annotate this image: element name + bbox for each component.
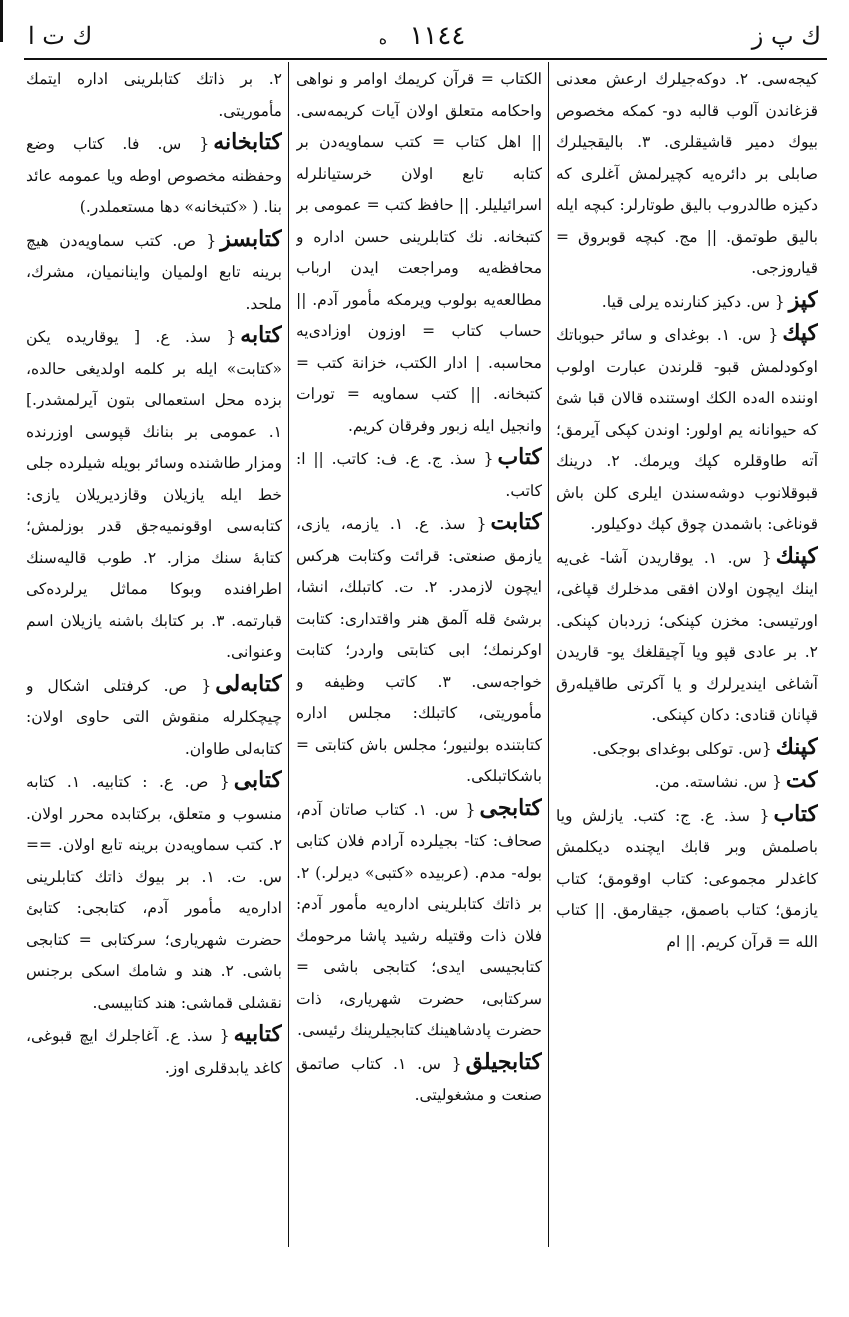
- entry-headword: كتاب: [773, 800, 818, 827]
- entry-definition: { س. فا. كتاب وضع وحفظنه مخصوص اوطه ويا عمومه عائد بنا. ( «كتبخانه» دها مستعملدر.): [26, 135, 282, 216]
- entry-headword: كت: [785, 767, 818, 793]
- dictionary-entry: [26, 320, 282, 669]
- entry-definition: { سذ. ع. [ يوقاريده يكن «كتابت» ايله بر كلمه اولديغى حالده، بزده محل استعمالى بتون آيرلمشدر.] ١. عمومى بر بنانك قپوسى اوزرنده ومزار طاشنده وسائر بويله شيلرده جلى خط ايله يازيلان وقازديريلان يازى: كتابه‌سى اوقونميه‌جق قدر بوزلمش؛ كتابهٔ سنك مزار. ٢. طوب قاليه‌سنك اطرافنده وبوكا مماثل يرلرده‌كى قبارتمه. ٣. بر كتابك باشنه يازيلان اسم وعنوانى.: [26, 328, 282, 661]
- dictionary-entry: [296, 507, 542, 793]
- column-left: [26, 64, 282, 1254]
- entry-headword: كتابه‌لى: [215, 670, 282, 697]
- edge-mark: [0, 0, 3, 42]
- page-number-mark: ه: [378, 29, 388, 48]
- entry-headword: كتابسز: [220, 225, 282, 252]
- dictionary-entry: [26, 1019, 282, 1084]
- entry-definition: كيجه‌سى. ٢. دوكه‌جيلرك ارعش معدنى قزغاندن آلوب قالبه دو- كمكه مخصوص بيوك دمير قاشيقلرى. ٣. باليقجيلرك صابلى بر دائره‌يه كچيرلمش آغلرى كه دكيزه طالدروب باليق طوتارلر: كبچه ايله باليق طوتمق. || مج. كبچه قوبروق = قياروزجى.: [556, 70, 818, 277]
- entry-definition: { س. دكيز كنارنده يرلى قيا.: [601, 292, 785, 311]
- entry-definition: { س. ١. كتاب صاتمق صنعت و مشغوليتى.: [296, 1054, 542, 1104]
- entry-definition: { سذ. ع. ١. يازمه، يازى، يازمق صنعتى: قرائت وكتابت هركس ايچون لازمدر. ٢. ت. كاتبلك، انشا، برشئ قله آلمق هنر واقتدارى: كتابت اوكرنمك؛ ابى كتابتى واردر؛ كتابت خواجه‌سى. ٣. كاتب وظيفه و مأموريتى، كاتبلك: مجلس اداره كتابتنده بولنيور؛ مجلس باش كتابتى = باشكاتبلكى.: [296, 515, 542, 785]
- entry-headword: كپز: [788, 286, 818, 313]
- entry-headword: كتابى: [233, 767, 282, 793]
- dictionary-entry: [296, 442, 542, 507]
- entry-headword: كپك: [782, 320, 818, 346]
- entry-headword: كتابيه: [233, 1021, 282, 1047]
- entry-headword: كپنك: [775, 542, 818, 569]
- entry-headword: كتابت: [490, 509, 542, 535]
- dictionary-entry: [26, 669, 282, 766]
- header-left-letters: ك ت ا: [28, 22, 93, 50]
- entry-definition: { س. ١. بوغداى و سائر حبوباتك اوكودلمش قبو- قلرندن عبارت اولوب اوننده اله‌ده الكك اوستنده قالان قبا شئ كه حيوانانه يم اولور: اوندن كپكى آيرمق؛ آته طاوقلره كپك ويرمك. ٢. درينك قبوقلانوب دوشه‌سندن ايلرى كلن باش قوناغى: باشمدن چوق كپك دوكيلور.: [556, 326, 818, 533]
- column-divider-right: [548, 62, 549, 1247]
- column-right: [556, 64, 818, 1254]
- dictionary-entry: [556, 765, 818, 799]
- dictionary-entry: [296, 793, 542, 1047]
- page-number: [379, 21, 466, 51]
- dictionary-entry: [26, 224, 282, 321]
- entry-headword: كپنك: [775, 733, 818, 760]
- column-middle: [296, 64, 542, 1254]
- entry-definition: {س. توكلى بوغداى بوجكى.: [592, 739, 772, 758]
- entry-headword: كتابه: [240, 322, 282, 348]
- entry-headword: كتابجيلق: [465, 1048, 542, 1075]
- dictionary-entry: [26, 765, 282, 1019]
- entry-definition: { س. نشاسته. من.: [654, 773, 782, 791]
- entry-definition: الكتاب = قرآن كريمك اوامر و نواهى واحكامه متعلق اولان آيات كريمه‌سى. || اهل كتاب = كتب سماويه‌دن بر كتابه تابع اولان خرستيانلرله اسرائيليلر. || حافظ كتب = عمومى بر كتبخانه. نك كتابلرينى حسن اداره و محافظه‌يه ومراجعت ايدن ارباب مطالعه‌يه بولوب ويرمكه مأمور آدم. || حساب كتاب = اوزون اوزادى‌يه محاسبه. | ادار الكتب، خزانة كتب = كتبخانه. || كتب سماويه = تورات وانجيل ايله زبور وفرقان كريم.: [296, 70, 542, 435]
- dictionary-entry: [556, 64, 818, 285]
- dictionary-entry: [296, 64, 542, 442]
- dictionary-entry: [296, 1047, 542, 1112]
- entry-definition: { ص. ع. : كتابيه. ١. كتابه منسوب و متعلق، بركتابده محرر اولان. ٢. كتب سماويه‌دن برينه تابع اولان. == س. ت. ١. بر بيوك ذاتك كتابلرينى اداره‌يه مأمور آدم، كتابجى: كتابئ حضرت شهريارى؛ سركتابى = كتابجى باشى. ٢. هند و شامك اسكى برجنس نقشلى قماشى: هند كتابيسى.: [26, 773, 282, 1012]
- entry-definition: { ص. كرفتلى اشكال و چيچكلرله منقوش التى حاوى اولان: كتابه‌لى طاوان.: [26, 676, 282, 758]
- entry-headword: كتاب: [497, 444, 542, 470]
- entry-definition: { ص. كتب سماويه‌دن هيچ برينه تابع اولميان واينانميان، مشرك، ملحد.: [26, 231, 282, 313]
- entry-definition: { سذ. ع. ج: كتب. يازلش ويا باصلمش وبر قابك ايچنده ديكلمش كاغدلر مجموعى: كتاب اوقومق؛ كتاب يازمق؛ كتاب باصمق، جيقارمق. || كتاب الله = قرآن كريم. || ام: [556, 806, 818, 951]
- entry-headword: كتابخانه: [213, 129, 282, 155]
- dictionary-entry: [556, 541, 818, 732]
- column-divider-left: [288, 62, 289, 1247]
- header-rule: [24, 58, 827, 60]
- page-header: [28, 18, 821, 54]
- dictionary-entry: [26, 64, 282, 127]
- entry-definition: { س. ١. كتاب صاتان آدم، صحاف: كتا- بجيلرده آرادم فلان كتابى بوله- مدم. (عربيده «كتبى» ديرلر.) ٢. بر ذاتك كتابلرينى اداره‌يه مأمور آدم: فلان ذات وقتيله رشيد پاشا مرحومك كتابجيسى ايدى؛ كتابجى باشى = سركتابى، حضرت شهريارى، ذات حضرت پادشاهينك كتابجيلرينك رئيسى.: [296, 800, 542, 1039]
- header-right-letters: ك پ ز: [751, 22, 821, 50]
- entry-headword: كتابجى: [479, 794, 542, 821]
- entry-definition: ٢. بر ذاتك كتابلرينى اداره ايتمك مأموريتى.: [26, 70, 282, 120]
- dictionary-entry: [556, 799, 818, 959]
- entry-definition: { سذ. ع. آغاجلرك ايچ قبوغى، كاغد يابدقلرى اوز.: [26, 1027, 282, 1077]
- dictionary-entry: [26, 127, 282, 224]
- dictionary-entry: [556, 732, 818, 766]
- dictionary-entry: [556, 318, 818, 541]
- entry-definition: { سذ. ج. ع. ف: كاتب. || ا: كاتب.: [296, 450, 542, 500]
- page-number-value: ١١٤٤: [409, 21, 466, 51]
- dictionary-entry: [556, 285, 818, 319]
- entry-definition: { س. ١. يوقاريدن آشا- غى‌يه اينك ايچون اولان افقى مدخلرك قپاغى، اورتيسى: مخزن كپنكى؛ زردبان كپنكى. ٢. بر عادى قپو ويا آچيقلغك يو- قاريدن آشاغى اينديرلرك و يا آكرتى طاقيله‌رق قپانان قنادى: دكان كپنكى.: [556, 548, 818, 724]
